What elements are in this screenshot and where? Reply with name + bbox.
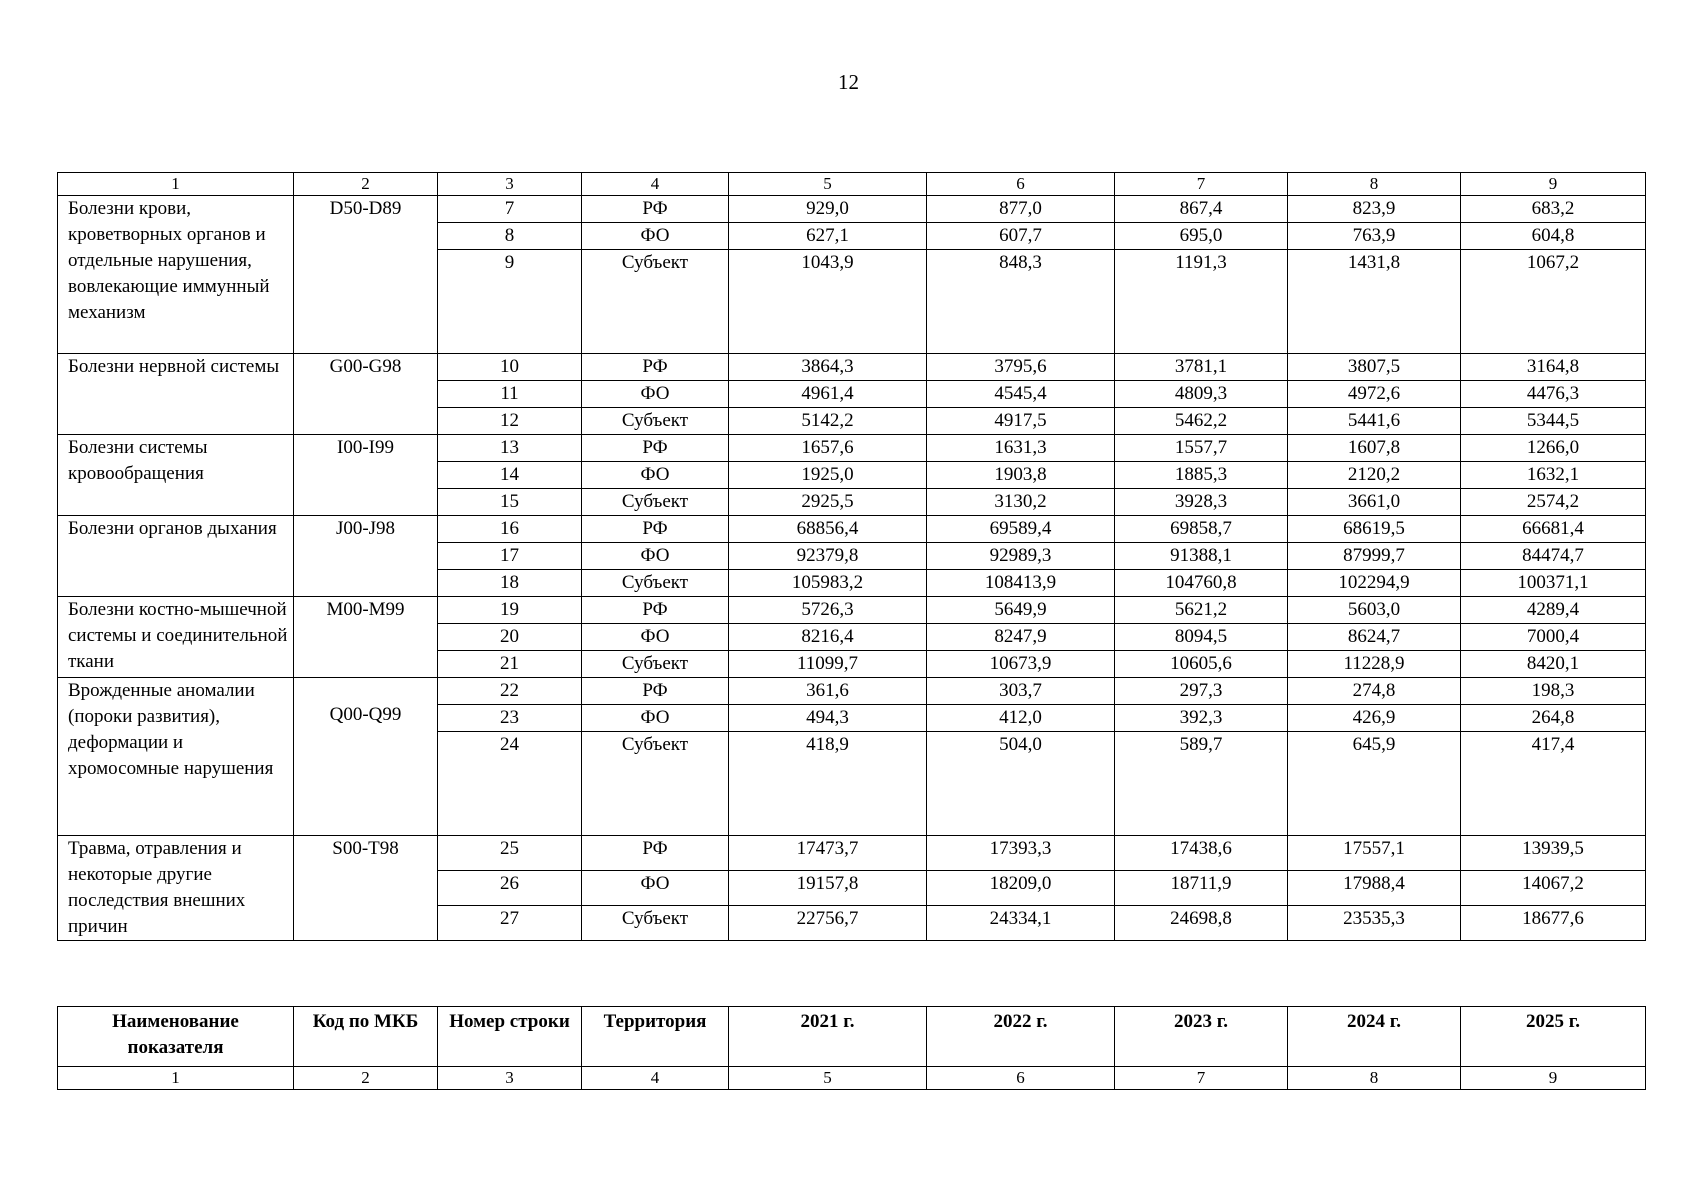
- value-cell: 607,7: [927, 223, 1115, 250]
- indicator-name: Болезни крови, кроветворных органов и отдельные нарушения, вовлекающие иммунный механизм: [58, 196, 294, 354]
- value-cell: 91388,1: [1115, 543, 1288, 570]
- table-row: [58, 678, 1646, 705]
- icd-code: I00-I99: [294, 435, 438, 516]
- value-cell: 92989,3: [927, 543, 1115, 570]
- value-cell: 763,9: [1288, 223, 1461, 250]
- value-cell: 1266,0: [1461, 435, 1646, 462]
- value-cell: 5621,2: [1115, 597, 1288, 624]
- territory-cell: РФ: [582, 836, 729, 871]
- value-cell: 1657,6: [729, 435, 927, 462]
- indicator-name: Болезни системы кровообращения: [58, 435, 294, 516]
- value-cell: 18711,9: [1115, 871, 1288, 906]
- value-cell: 7000,4: [1461, 624, 1646, 651]
- value-cell: 645,9: [1288, 732, 1461, 836]
- territory-cell: ФО: [582, 381, 729, 408]
- value-cell: 22756,7: [729, 906, 927, 941]
- row-number: 26: [438, 871, 582, 906]
- table-row: [58, 354, 1646, 381]
- value-cell: 87999,7: [1288, 543, 1461, 570]
- indicator-name: Врожденные аномалии (пороки развития), деформации и хромосомные нарушения: [58, 678, 294, 836]
- value-cell: 14067,2: [1461, 871, 1646, 906]
- value-cell: 4289,4: [1461, 597, 1646, 624]
- row-number: 23: [438, 705, 582, 732]
- territory-cell: Субъект: [582, 570, 729, 597]
- value-cell: 5441,6: [1288, 408, 1461, 435]
- value-cell: 418,9: [729, 732, 927, 836]
- value-cell: 104760,8: [1115, 570, 1288, 597]
- row-number: 15: [438, 489, 582, 516]
- row-number: 19: [438, 597, 582, 624]
- value-cell: 1631,3: [927, 435, 1115, 462]
- territory-cell: Субъект: [582, 732, 729, 836]
- value-cell: 10605,6: [1115, 651, 1288, 678]
- territory-cell: ФО: [582, 223, 729, 250]
- row-number: 20: [438, 624, 582, 651]
- header-row-number: Номер строки: [438, 1007, 582, 1067]
- column-number: 6: [927, 173, 1115, 196]
- column-number: 8: [1288, 1067, 1461, 1090]
- column-number-row: [58, 173, 1646, 196]
- icd-code: D50-D89: [294, 196, 438, 354]
- value-cell: 13939,5: [1461, 836, 1646, 871]
- header-year-2024: 2024 г.: [1288, 1007, 1461, 1067]
- value-cell: 426,9: [1288, 705, 1461, 732]
- value-cell: 5344,5: [1461, 408, 1646, 435]
- value-cell: 1632,1: [1461, 462, 1646, 489]
- value-cell: 417,4: [1461, 732, 1646, 836]
- value-cell: 5603,0: [1288, 597, 1461, 624]
- value-cell: 3164,8: [1461, 354, 1646, 381]
- value-cell: 361,6: [729, 678, 927, 705]
- value-cell: 18677,6: [1461, 906, 1646, 941]
- value-cell: 1067,2: [1461, 250, 1646, 354]
- territory-cell: РФ: [582, 678, 729, 705]
- page-number: 12: [838, 70, 859, 94]
- value-cell: 17557,1: [1288, 836, 1461, 871]
- column-number: 4: [582, 173, 729, 196]
- value-cell: 877,0: [927, 196, 1115, 223]
- column-number: 5: [729, 1067, 927, 1090]
- value-cell: 1191,3: [1115, 250, 1288, 354]
- table-row: [58, 597, 1646, 624]
- icd-code: M00-M99: [294, 597, 438, 678]
- value-cell: 1431,8: [1288, 250, 1461, 354]
- value-cell: 848,3: [927, 250, 1115, 354]
- value-cell: 23535,3: [1288, 906, 1461, 941]
- value-cell: 17438,6: [1115, 836, 1288, 871]
- value-cell: 5726,3: [729, 597, 927, 624]
- row-number: 24: [438, 732, 582, 836]
- indicator-name: Травма, отравления и некоторые другие последствия внешних причин: [58, 836, 294, 941]
- value-cell: 3807,5: [1288, 354, 1461, 381]
- icd-code: G00-G98: [294, 354, 438, 435]
- value-cell: 589,7: [1115, 732, 1288, 836]
- column-number: 1: [58, 173, 294, 196]
- row-number: 10: [438, 354, 582, 381]
- value-cell: 5649,9: [927, 597, 1115, 624]
- value-cell: 8624,7: [1288, 624, 1461, 651]
- value-cell: 105983,2: [729, 570, 927, 597]
- column-number: 6: [927, 1067, 1115, 1090]
- row-number: 14: [438, 462, 582, 489]
- row-number: 9: [438, 250, 582, 354]
- table-row: [58, 516, 1646, 543]
- territory-cell: Субъект: [582, 408, 729, 435]
- row-number: 8: [438, 223, 582, 250]
- row-number: 21: [438, 651, 582, 678]
- value-cell: 5142,2: [729, 408, 927, 435]
- column-number: 7: [1115, 1067, 1288, 1090]
- value-cell: 24334,1: [927, 906, 1115, 941]
- value-cell: 92379,8: [729, 543, 927, 570]
- indicator-name: Болезни костно-мышечной системы и соединительной ткани: [58, 597, 294, 678]
- header-territory: Территория: [582, 1007, 729, 1067]
- column-number: 8: [1288, 173, 1461, 196]
- row-number: 17: [438, 543, 582, 570]
- value-cell: 695,0: [1115, 223, 1288, 250]
- value-cell: 929,0: [729, 196, 927, 223]
- value-cell: 17393,3: [927, 836, 1115, 871]
- header-year-2021: 2021 г.: [729, 1007, 927, 1067]
- icd-code: S00-T98: [294, 836, 438, 941]
- territory-cell: ФО: [582, 543, 729, 570]
- column-number: 9: [1461, 1067, 1646, 1090]
- value-cell: 3661,0: [1288, 489, 1461, 516]
- territory-cell: ФО: [582, 705, 729, 732]
- column-number: 3: [438, 1067, 582, 1090]
- territory-cell: ФО: [582, 624, 729, 651]
- value-cell: 1885,3: [1115, 462, 1288, 489]
- value-cell: 3795,6: [927, 354, 1115, 381]
- value-cell: 264,8: [1461, 705, 1646, 732]
- territory-cell: Субъект: [582, 489, 729, 516]
- header-row: [58, 1007, 1646, 1067]
- value-cell: 3781,1: [1115, 354, 1288, 381]
- row-number: 16: [438, 516, 582, 543]
- territory-cell: РФ: [582, 516, 729, 543]
- table-row: [58, 435, 1646, 462]
- value-cell: 392,3: [1115, 705, 1288, 732]
- value-cell: 2120,2: [1288, 462, 1461, 489]
- value-cell: 4476,3: [1461, 381, 1646, 408]
- column-number-row: [58, 1067, 1646, 1090]
- table-row: [58, 196, 1646, 223]
- value-cell: 867,4: [1115, 196, 1288, 223]
- column-number: 2: [294, 173, 438, 196]
- icd-code: Q00-Q99: [294, 678, 438, 836]
- value-cell: 1925,0: [729, 462, 927, 489]
- value-cell: 1557,7: [1115, 435, 1288, 462]
- value-cell: 8094,5: [1115, 624, 1288, 651]
- column-number: 9: [1461, 173, 1646, 196]
- value-cell: 100371,1: [1461, 570, 1646, 597]
- indicator-name: Болезни нервной системы: [58, 354, 294, 435]
- value-cell: 68619,5: [1288, 516, 1461, 543]
- row-number: 18: [438, 570, 582, 597]
- row-number: 22: [438, 678, 582, 705]
- row-number: 12: [438, 408, 582, 435]
- value-cell: 24698,8: [1115, 906, 1288, 941]
- value-cell: 11099,7: [729, 651, 927, 678]
- row-number: 13: [438, 435, 582, 462]
- row-number: 11: [438, 381, 582, 408]
- value-cell: 68856,4: [729, 516, 927, 543]
- value-cell: 8247,9: [927, 624, 1115, 651]
- indicator-name: Болезни органов дыхания: [58, 516, 294, 597]
- value-cell: 11228,9: [1288, 651, 1461, 678]
- column-number: 1: [58, 1067, 294, 1090]
- value-cell: 297,3: [1115, 678, 1288, 705]
- icd-code: J00-J98: [294, 516, 438, 597]
- value-cell: 683,2: [1461, 196, 1646, 223]
- territory-cell: РФ: [582, 196, 729, 223]
- value-cell: 1607,8: [1288, 435, 1461, 462]
- column-number: 2: [294, 1067, 438, 1090]
- header-year-2022: 2022 г.: [927, 1007, 1115, 1067]
- value-cell: 412,0: [927, 705, 1115, 732]
- value-cell: 1043,9: [729, 250, 927, 354]
- row-number: 25: [438, 836, 582, 871]
- value-cell: 17473,7: [729, 836, 927, 871]
- territory-cell: ФО: [582, 871, 729, 906]
- value-cell: 2574,2: [1461, 489, 1646, 516]
- column-number: 3: [438, 173, 582, 196]
- territory-cell: Субъект: [582, 906, 729, 941]
- value-cell: 823,9: [1288, 196, 1461, 223]
- value-cell: 84474,7: [1461, 543, 1646, 570]
- value-cell: 2925,5: [729, 489, 927, 516]
- column-header-table: [57, 1006, 1646, 1090]
- value-cell: 627,1: [729, 223, 927, 250]
- column-number: 4: [582, 1067, 729, 1090]
- row-number: 27: [438, 906, 582, 941]
- value-cell: 494,3: [729, 705, 927, 732]
- value-cell: 4917,5: [927, 408, 1115, 435]
- value-cell: 4961,4: [729, 381, 927, 408]
- value-cell: 69589,4: [927, 516, 1115, 543]
- table-row: [58, 836, 1646, 871]
- value-cell: 5462,2: [1115, 408, 1288, 435]
- value-cell: 4972,6: [1288, 381, 1461, 408]
- value-cell: 66681,4: [1461, 516, 1646, 543]
- territory-cell: Субъект: [582, 651, 729, 678]
- header-icd-code: Код по МКБ: [294, 1007, 438, 1067]
- value-cell: 1903,8: [927, 462, 1115, 489]
- territory-cell: ФО: [582, 462, 729, 489]
- value-cell: 4545,4: [927, 381, 1115, 408]
- indicator-table: [57, 172, 1646, 941]
- value-cell: 504,0: [927, 732, 1115, 836]
- value-cell: 3864,3: [729, 354, 927, 381]
- column-number: 5: [729, 173, 927, 196]
- header-year-2025: 2025 г.: [1461, 1007, 1646, 1067]
- value-cell: 274,8: [1288, 678, 1461, 705]
- value-cell: 8216,4: [729, 624, 927, 651]
- territory-cell: РФ: [582, 435, 729, 462]
- column-number: 7: [1115, 173, 1288, 196]
- value-cell: 18209,0: [927, 871, 1115, 906]
- row-number: 7: [438, 196, 582, 223]
- value-cell: 4809,3: [1115, 381, 1288, 408]
- value-cell: 102294,9: [1288, 570, 1461, 597]
- value-cell: 69858,7: [1115, 516, 1288, 543]
- value-cell: 198,3: [1461, 678, 1646, 705]
- value-cell: 19157,8: [729, 871, 927, 906]
- value-cell: 3130,2: [927, 489, 1115, 516]
- territory-cell: РФ: [582, 354, 729, 381]
- value-cell: 303,7: [927, 678, 1115, 705]
- value-cell: 17988,4: [1288, 871, 1461, 906]
- value-cell: 604,8: [1461, 223, 1646, 250]
- territory-cell: РФ: [582, 597, 729, 624]
- header-indicator-name: Наименование показателя: [58, 1007, 294, 1067]
- territory-cell: Субъект: [582, 250, 729, 354]
- header-year-2023: 2023 г.: [1115, 1007, 1288, 1067]
- value-cell: 8420,1: [1461, 651, 1646, 678]
- value-cell: 10673,9: [927, 651, 1115, 678]
- value-cell: 108413,9: [927, 570, 1115, 597]
- value-cell: 3928,3: [1115, 489, 1288, 516]
